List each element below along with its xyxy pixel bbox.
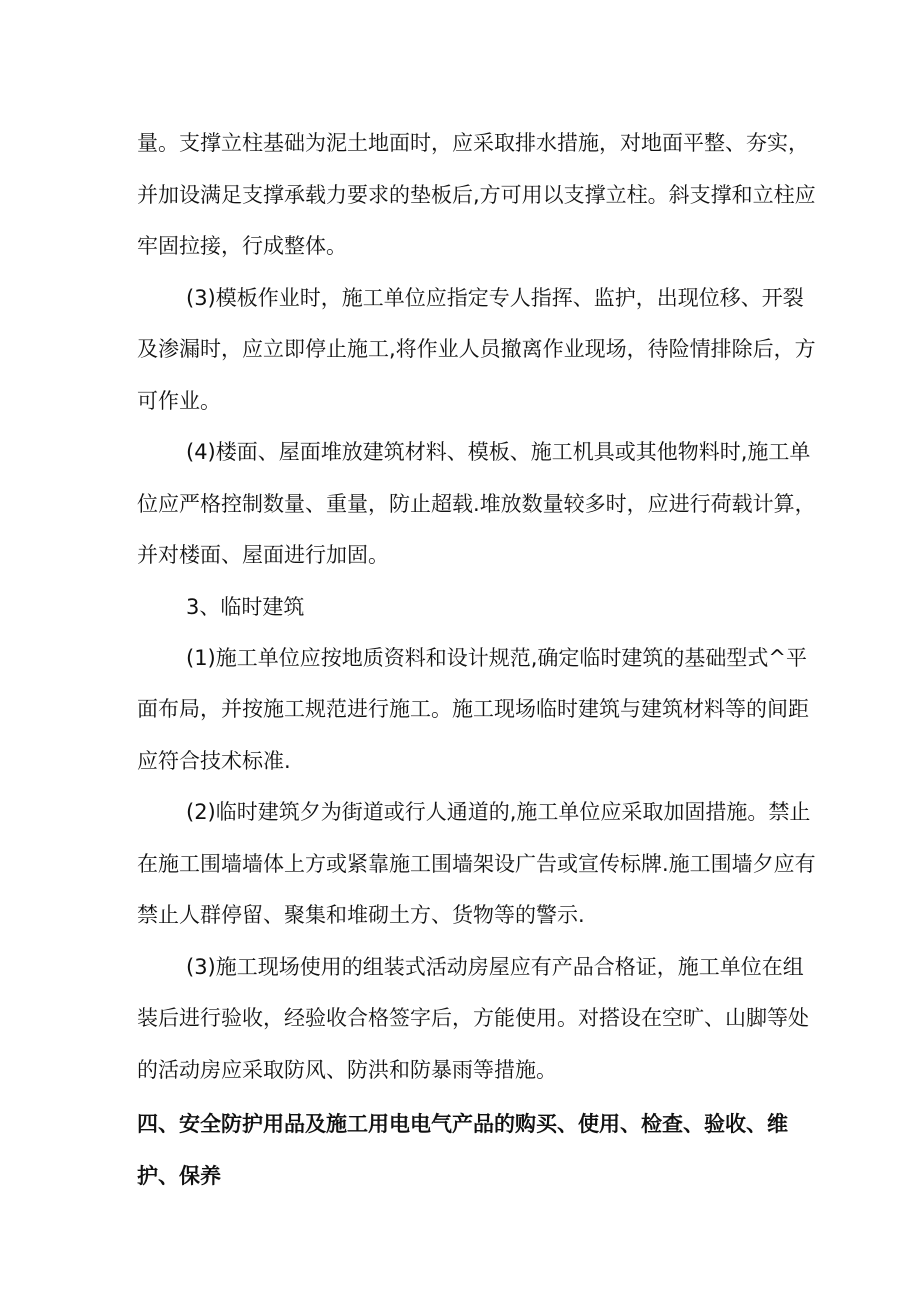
paragraph-line: (3)施工现场使用的组装式活动房屋应有产品合格证，施工单位在组 bbox=[186, 955, 804, 979]
paragraph-line: 应符合技术标准. bbox=[137, 749, 291, 773]
paragraph-line: 面布局，并按施工规范进行施工。施工现场临时建筑与建筑材料等的间距 bbox=[137, 697, 809, 721]
paragraph-line: 并对楼面、屋面进行加固。 bbox=[137, 543, 389, 567]
paragraph-line: 可作业。 bbox=[137, 389, 221, 413]
paragraph-line: 装后进行验收，经验收合格签字后，方能使用。对搭设在空旷、山脚等处 bbox=[137, 1006, 809, 1030]
paragraph-line: 在施工围墙墙体上方或紧靠施工围墙架设广告或宣传标牌.施工围墙夕应有 bbox=[137, 852, 816, 876]
chapter-heading: 四、安全防护用品及施工用电电气产品的购买、使用、检查、验收、维 bbox=[137, 1112, 788, 1136]
paragraph-line: 禁止人群停留、聚集和堆砌土方、货物等的警示. bbox=[137, 903, 585, 927]
section-heading: 3、临时建筑 bbox=[186, 595, 305, 619]
paragraph-line: (1)施工单位应按地质资料和设计规范,确定临时建筑的基础型式^平 bbox=[186, 646, 808, 670]
paragraph-line: 量。支撑立柱基础为泥土地面时，应采取排水措施，对地面平整、夯实， bbox=[137, 131, 809, 155]
paragraph-line: (2)临时建筑夕为街道或行人通道的,施工单位应采取加固措施。禁止 bbox=[186, 800, 811, 824]
paragraph-line: (3)模板作业时，施工单位应指定专人指挥、监护，出现位移、开裂 bbox=[186, 286, 804, 310]
paragraph-line: 位应严格控制数量、重量，防止超载.堆放数量较多时，应进行荷载计算， bbox=[137, 492, 816, 516]
paragraph-line: 的活动房应采取防风、防洪和防暴雨等措施。 bbox=[137, 1058, 557, 1082]
chapter-heading: 护、保养 bbox=[137, 1164, 221, 1188]
paragraph-line: 牢固拉接，行成整体。 bbox=[137, 234, 347, 258]
paragraph-line: 及渗漏时，应立即停止施工,将作业人员撤离作业现场，待险情排除后，方 bbox=[137, 337, 816, 361]
paragraph-line: (4)楼面、屋面堆放建筑材料、模板、施工机具或其他物料时,施工单 bbox=[186, 440, 811, 464]
paragraph-line: 并加设满足支撑承载力要求的垫板后,方可用以支撑立柱。斜支撑和立柱应 bbox=[137, 183, 816, 207]
